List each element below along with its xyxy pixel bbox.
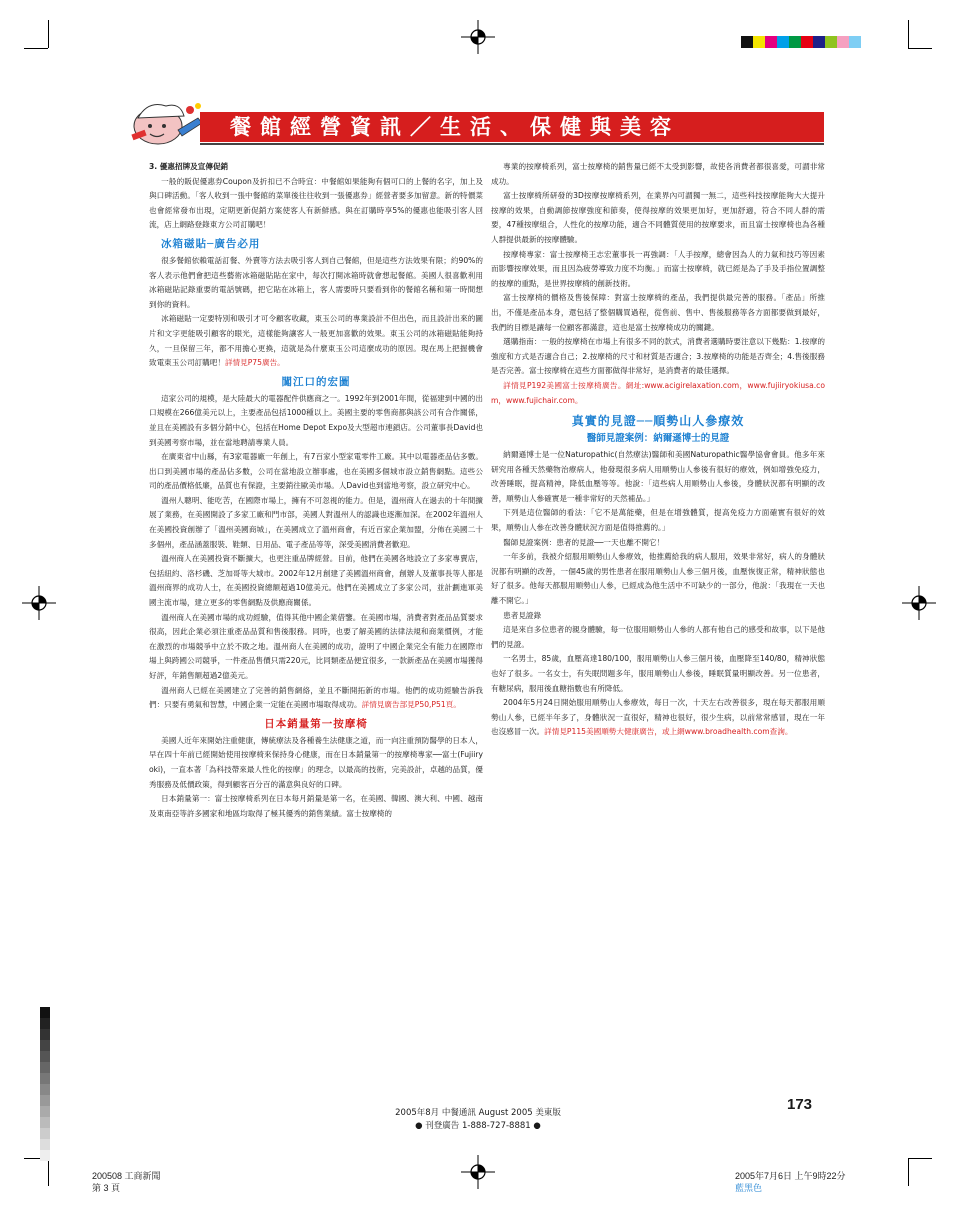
slug-page: 第 3 頁 xyxy=(92,1183,121,1193)
paragraph xyxy=(149,312,483,370)
color-swatch xyxy=(813,36,825,48)
paragraph: 醫師見證案例：患者的見證──一天也離不開它！ xyxy=(503,537,665,547)
registration-mark-icon xyxy=(902,586,936,620)
section-heading: 冰箱磁貼─廣告必用 xyxy=(161,237,261,250)
bullet-icon: ● xyxy=(415,1121,423,1131)
section-heading: 闖江口的宏圖 xyxy=(281,375,351,388)
paragraph-text: 冰箱磁貼一定要特別和吸引才可令顧客收藏，東玉公司的專業設計不但出色，而且設計出來的圖片和文字更能吸引顧客的眼光，這樣能夠讓客人一般更加喜歡的效果。東玉公司的冰箱磁貼能夠持久，一旦保留三年，都不用擔心更換，這就是為什麼東玉公司這麼成功的原因。現在馬上把握機會致電東玉公司訂購吧！ xyxy=(149,314,483,368)
paragraph: 這是來自多位患者的親身體驗，每一位服用順勢山人參的人都有他自己的感受和故事，以下是他們的見證。 xyxy=(491,625,825,649)
footer-ad-phone xyxy=(0,1119,956,1131)
paragraph: 溫州人聰明、能吃苦，在國際市場上，擁有不可忽視的能力。但是，溫州商人在過去的十年間擴展了業務，在美國開設了多家工廠和門市部，美國人對溫州人的認識也逐漸加深。在2002年溫州人在美國投資創辦了「溫州美國商城」，在美國成立了溫州商會，有近百家企業加盟，分佈在美國二十多個州，產品涵蓋服裝、鞋類、日用品、電子產品等等，深受美國消費者歡迎。 xyxy=(149,495,483,549)
paragraph: 下列是這位醫師的看法：「它不是萬能藥，但是在增強體質，提高免疫力方面確實有很好的效果，順勢山人參在改善身體狀況方面是值得推薦的。」 xyxy=(491,508,825,533)
color-swatch xyxy=(861,36,873,48)
ad-reference-link[interactable]: 詳情見P115美國順勢大健康廣告，或上網www.broadhealth.com查詢。 xyxy=(544,727,793,737)
color-swatch xyxy=(825,36,837,48)
color-swatch-strip xyxy=(741,36,873,48)
section-subtitle: 3. 優惠招牌及宣傳促銷 xyxy=(149,162,229,171)
crop-mark xyxy=(48,1158,49,1186)
slug-date: 2005年7月6日 上午9時22分 xyxy=(735,1171,846,1181)
color-swatch xyxy=(765,36,777,48)
paragraph: 美國人近年來開始注重健康，傳統療法及各種養生法健康之道，而一向注重預防醫學的日本人，早在四十年前已經開始使用按摩椅來保持身心健康，而在日本銷量第一的按摩椅專家──富士(Fujiiryoki)，一直本著「為科技帶來最人性化的按摩」的理念，以最高的技術，完美設計，卓越的品質，優秀服務及低價政策，得到顧客百分百的滿意與良好的口碑。 xyxy=(149,735,483,789)
paragraph: 溫州商人在美國市場的成功經驗，值得其他中國企業借鑒。在美國市場，消費者對產品品質要求很高，因此企業必須注重產品品質和售後服務。同時，也要了解美國的法律法規和商業慣例，才能在激烈的市場競爭中立於不敗之地。溫州商人在美國的成功，證明了中國企業完全有能力在國際市場上與跨國公司競爭，一件產品售價只需220元，比同類產品便宜很多，一款新產品在美國市場獲得好評，年銷售額超過2億美元。 xyxy=(149,612,483,680)
footer-publication: 2005年8月 中餐通訊 August 2005 美東版 xyxy=(395,1108,561,1118)
ad-reference-link[interactable]: 詳情見P192美國富士按摩椅廣告。網址:www.acigirelaxation.com，www.fujiiryokiusa.com，www.fujichair.com。 xyxy=(491,380,825,405)
crop-mark xyxy=(24,48,48,49)
paragraph: 富士按摩椅的價格及售後保障：對富士按摩椅的產品，我們提供最完善的服務。「產品」所推出，不僅是產品本身，還包括了整個購買過程，從售前、售中、售後服務等各方面都要做到最好，我們的目標是讓每一位顧客都滿意，這也是富士按摩椅成功的關鍵。 xyxy=(491,293,825,332)
color-swatch xyxy=(801,36,813,48)
crop-mark xyxy=(908,1158,932,1159)
paragraph: 按摩椅專家：富士按摩椅王志宏董事長一再強調：「人手按摩，總會因為人的力氣和技巧等因素而影響按摩效果，而且因為疲勞導致力度不均衡。」而富士按摩椅，就已經是為了手及手指位置調整的按摩的重點，是世界按摩椅的創新技術。 xyxy=(491,249,825,288)
paragraph: 專業的按摩椅系列，富士按摩椅的銷售量已經不太受到影響，故使各消費者都很喜愛，可謂非常成功。 xyxy=(491,162,825,186)
paragraph: 選購指南：一般的按摩椅在市場上有很多不同的款式，消費者選購時要注意以下幾點：1.按摩的強度和方式是否適合自己；2.按摩椅的尺寸和材質是否適合；3.按摩椅的功能是否齊全；4.售後服務是否完善。富士按摩椅在這些方面都做得非常好，是消費者的最佳選擇。 xyxy=(491,337,825,376)
paragraph: 富士按摩椅所研發的3D按摩按摩椅系列，在業界內可謂獨一無二，這些科技按摩能夠大大提升按摩的效果，自動調節按摩強度和節奏，使得按摩的效果更加好，更加舒適，符合不同人群的需要，47種按摩組合，人性化的按摩功能，適合不同體質使用的按摩要求，而且富士按摩椅也為各種人群提供最新的按摩體驗。 xyxy=(491,191,825,244)
paragraph: 這家公司的規模，是大陸最大的電器配件供應商之一。1992年到2001年間，從福建到中國的出口規模在266億美元以上，主要產品包括1000種以上。美國主要的零售商都與該公司有合作關係，並且在美國設有多個分銷中心，包括在Home Depot Expo及大型超市連鎖店。公司董事長David也到美國考察市場，並在當地聘請專業人員。 xyxy=(149,393,483,447)
right-column xyxy=(491,160,825,740)
paragraph: 患者見證錄 xyxy=(503,610,542,620)
color-swatch xyxy=(741,36,753,48)
slug-left xyxy=(92,1170,161,1194)
slug-color: 藍黑色 xyxy=(735,1183,763,1193)
paragraph: 一名男士，85歲，血壓高達180/100，服用順勢山人參三個月後，血壓降至140/80，精神狀態也好了很多。一名女士，有失眠問題多年，服用順勢山人參後，睡眠質量明顯改善。另一位患者，有糖尿病，服用後血糖指數也有所降低。 xyxy=(491,654,825,693)
section-subheading: 醫師見證案例：納爾遜博士的見證 xyxy=(586,433,730,445)
paragraph: 溫州商人在美國投資不斷擴大，也更注重品牌經營。目前，他們在美國各地設立了多家專賣店，包括紐約、洛杉磯、芝加哥等大城市。2002年12月創建了美國溫州商會，創辦人及董事長等人都是溫州商界的成功人士，在美國投資總額超過10億美元。他們在美國成立了多家公司，並計劃進軍美國主流市場，建立更多的零售網點及供應商關係。 xyxy=(149,554,483,608)
paragraph: 納爾遜博士是一位Naturopathic(自然療法)醫師和美國Naturopathic醫學協會會員。他多年來研究用各種天然藥物治療病人，他發現很多病人用順勢山人參後有很好的療效，例如增強免疫力，改善睡眠，提高精神，降低血壓等等。他說：「這些病人用順勢山人參後，身體狀況都有明顯的改善，順勢山人參確實是一種非常好的天然補品。」 xyxy=(491,450,825,503)
section-heading: 日本銷量第一按摩椅 xyxy=(264,717,368,730)
color-swatch xyxy=(777,36,789,48)
banner-divider xyxy=(200,143,824,145)
paragraph-text: 溫州商人已經在美國建立了完善的銷售網絡，並且不斷開拓新的市場。他們的成功經驗告訴我們：只要有勇氣和智慧，中國企業一定能在美國市場取得成功。 xyxy=(149,685,483,710)
footer-phone-text: 刊登廣告 1-888-727-8881 xyxy=(425,1121,531,1131)
left-column xyxy=(149,160,483,821)
slug-right xyxy=(735,1170,846,1194)
paragraph: 日本銷量第一：富士按摩椅系列在日本每月銷量是第一名，在美國、韓國、澳大利、中國、越南及東南亞等許多國家和地區均取得了極其優秀的銷售業績。富士按摩椅的 xyxy=(149,794,483,818)
color-swatch xyxy=(789,36,801,48)
paragraph: 一年多前，我被介紹服用順勢山人參療效，他推薦給我的病人服用，效果非常好，病人的身體狀況都有明顯的改善，一個45歲的男性患者在服用順勢山人參三個月後，血壓恢復正常，精神狀態也好了很多。他每天都服用順勢山人參，已經成為他生活中不可缺少的一部分，他說：「我現在一天也離不開它。」 xyxy=(491,552,825,606)
registration-mark-icon xyxy=(461,20,495,54)
color-swatch xyxy=(837,36,849,48)
page-number: 173 xyxy=(787,1096,813,1113)
ad-reference-link[interactable]: 詳情見廣告部見P50,P51頁。 xyxy=(361,700,461,710)
crop-mark xyxy=(908,20,909,48)
paragraph xyxy=(491,696,825,740)
ad-reference-link[interactable]: 詳情見P75廣告。 xyxy=(224,358,285,368)
bullet-icon: ● xyxy=(533,1121,541,1131)
crop-mark xyxy=(48,20,49,48)
grayscale-strip xyxy=(40,1007,50,1161)
banner-title: 餐館經營資訊／生活、保健與美容 xyxy=(230,114,680,139)
crop-mark xyxy=(908,48,932,49)
registration-mark-icon xyxy=(22,586,56,620)
paragraph: 在廣東省中山縣，有3家電器廠一年創上，有7百家小型家電零件工廠。其中以電器產品佔多數。出口到美國市場的產品佔多數，公司在當地設立辦事處，也在美國多個城市設立銷售網點。這些公司的產品價格低廉，品質也有保證，主要銷往歐美市場。人David也到當地考察，設立研究中心。 xyxy=(149,452,483,491)
color-swatch xyxy=(849,36,861,48)
registration-mark-icon xyxy=(461,1155,495,1189)
paragraph: 很多餐館依賴電話訂餐、外賣等方法去吸引客人到自己餐館，但是這些方法效果有限；約90%的客人表示他們會把這些藝術冰箱磁貼貼在家中，每次打開冰箱時就會想起餐館。美國人很喜歡利用冰箱磁貼記錄重要的電話號碼，把它貼在冰箱上，客人需要時只要看到你的餐館名稱和第一時間想到你的資料。 xyxy=(149,255,483,309)
section-banner xyxy=(200,112,824,142)
section-heading: 真實的見證──順勢山人參療效 xyxy=(571,414,745,429)
crop-mark xyxy=(908,1158,909,1186)
paragraph: 一般的販促優惠券Coupon及折扣已不合時宜：中餐館如果能夠有個可口的上餐的名字，加上及與口碑活動。「客人收到一張中餐館的菜單後往往收到一張優惠券」經營者要多加留意。新的特價菜也會經常發布出現，定期更新促銷方案使客人有新鮮感。與在訂購時享5%的優惠也能吸引客人回流，店上網路登錄東方公司訂購吧！ xyxy=(149,176,483,230)
slug-job: 200508 工商新聞 xyxy=(92,1171,161,1181)
paragraph-text: 2004年5月24日開始服用順勢山人參療效，每日一次，十天左右改善很多，現在每天都服用順勢山人參，已經半年多了，身體狀況一直很好，精神也很好，很少生病，以前常常感冒，現在一年也沒感冒一次。 xyxy=(491,698,825,737)
color-swatch xyxy=(753,36,765,48)
paragraph xyxy=(149,684,483,713)
